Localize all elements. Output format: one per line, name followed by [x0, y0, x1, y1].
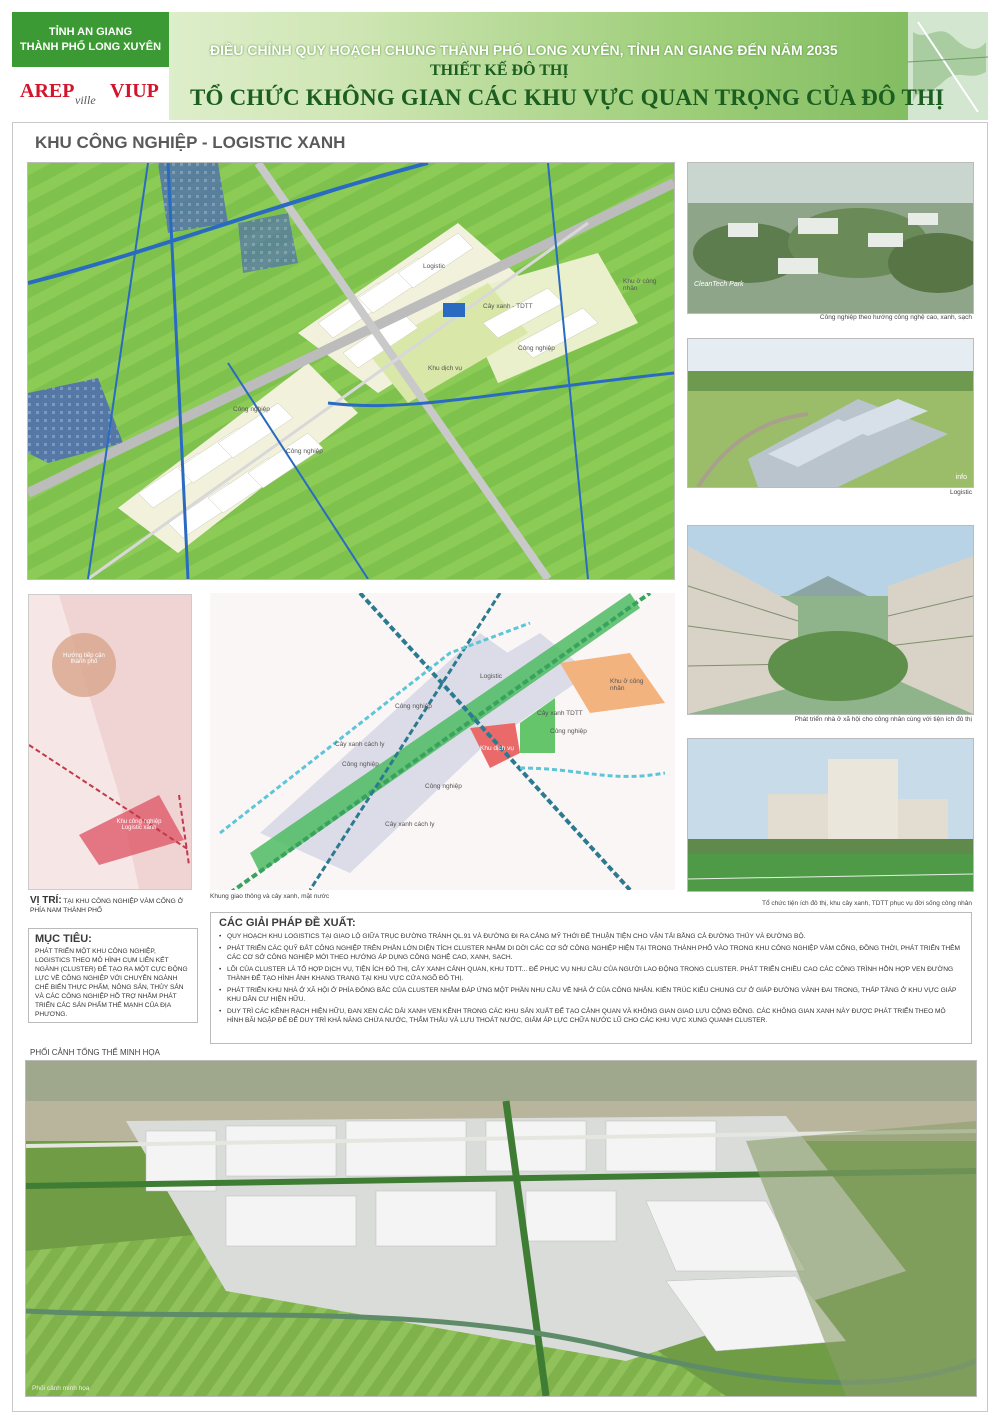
perspective-caption: Phối cảnh minh họa	[32, 1385, 90, 1392]
location-map	[28, 594, 192, 890]
master-plan-map	[27, 162, 675, 580]
location-heading: VỊ TRÍ:	[30, 895, 62, 906]
province-name: TỈNH AN GIANG	[48, 26, 133, 38]
perspective-render	[25, 1060, 977, 1397]
map-label-logistic: Logistic	[423, 263, 446, 270]
diagram-label-industry-4: Công nghiệp	[550, 728, 587, 735]
sheet-category: THIẾT KẾ ĐÔ THỊ	[430, 62, 569, 79]
city-name: THÀNH PHỐ LONG XUYÊN	[19, 41, 162, 53]
objectives-heading: MỤC TIÊU:	[35, 933, 92, 945]
viup-logo: VIUP	[110, 80, 159, 102]
solutions-box	[210, 912, 972, 1044]
map-label-worker-housing: Khu ở công nhân	[623, 278, 657, 292]
solution-item: • DUY TRÌ CÁC KÊNH RẠCH HIỆN HỮU, ĐAN XEN CÁC DẢI XANH VEN KÊNH TRONG CÁC KHU SẢN XUẤT ĐỂ TẠO CẢNH QUAN VÀ KHÔNG GIAN GIAO LƯU CỘNG ĐỒNG. CÁC KHÔNG GIAN XANH NÀY ĐƯỢC PHÁT TRIỂN THEO MÔ HÌNH BÃI NGẬP ĐỂ ĐỂ DUY TRÌ KHẢ NĂNG CHỨA NƯỚC, THẨM THẤU VÀ LƯU THOÁT NƯỚC, GIẢM ÁP LỰC CHỮA NƯỚC LŨ CHO CÁC KHU VỰC XUNG QUANH CLUSTER.	[219, 1007, 963, 1025]
location-text	[30, 896, 198, 915]
photo-caption-3: Phát triển nhà ở xã hội cho công nhân cùng với tiện ích đô thị	[794, 716, 972, 723]
structure-diagram	[210, 593, 675, 890]
photo-social-housing	[687, 525, 974, 715]
objectives-body: PHÁT TRIỂN MỘT KHU CÔNG NGHIỆP, LOGISTICS THEO MÔ HÌNH CỤM LIÊN KẾT NGÀNH (CLUSTER) ĐỂ TẠO RA MỘT CỰC ĐỘNG LỰC VỀ CÔNG NGHIỆP VỚI CHUYÊN NGÀNH CHẾ BIẾN THỰC PHẨM, NÔNG SẢN, THỦY SẢN VÀ CÁC CÔNG NGHIỆP HỖ TRỢ NHẰM PHÁT TRIỂN CÁC SẢN PHẨM THẾ MẠNH CỦA ĐỊA PHƯƠNG.	[35, 948, 188, 1018]
photo-tag-info: info	[955, 474, 967, 481]
diagram-label-industry-3: Công nghiệp	[425, 783, 462, 790]
diagram-label-housing: Khu ở công nhân	[610, 678, 644, 692]
map-label-industry-1: Công nghiệp	[233, 406, 270, 413]
arep-logo: AREP	[20, 80, 75, 102]
photo-logistic	[687, 338, 974, 488]
diagram-label-buffer-2: Cây xanh cách ly	[385, 821, 435, 828]
province-box	[12, 12, 169, 67]
solution-item: • LÕI CỦA CLUSTER LÀ TỔ HỢP DỊCH VỤ, TIỆN ÍCH ĐÔ THỊ, CÂY XANH CẢNH QUAN, KHU TDTT... ĐỂ PHỤC VỤ NHU CẦU CỦA NGƯỜI LAO ĐỘNG TRONG CLUSTER. PHÁT TRIỂN CHIỀU CAO CÁC CÔNG TRÌNH HỖN HỢP VEN ĐƯỜNG THÀNH ĐỂ TẠO HÌNH ẢNH KHANG TRANG TẠI KHU VỰC CỬA NGÕ ĐÔ THỊ.	[219, 965, 963, 983]
solution-item: • QUY HOẠCH KHU LOGISTICS TẠI GIAO LỘ GIỮA TRỤC ĐƯỜNG TRÁNH QL.91 VÀ ĐƯỜNG ĐI RA CẢNG MỸ THỚI ĐỂ THUẬN TIỆN CHO VẬN TẢI BẰNG CẢ ĐƯỜNG THỦY VÀ ĐƯỜNG BỘ.	[219, 932, 963, 941]
diagram-label-services: Khu dịch vụ	[480, 745, 514, 752]
photo-sports-facility	[687, 738, 974, 892]
diagram-label-industry-2: Công nghiệp	[342, 761, 379, 768]
map-label-industry-3: Công nghiệp	[518, 345, 555, 352]
photo-tag-cleantech: CleanTech Park	[694, 281, 744, 288]
photo-caption-4: Tổ chức tiện ích đô thị, khu cây xanh, TDTT phục vụ đời sống công nhân	[762, 900, 972, 907]
location-label-site: Khu công nghiệp Logistic xanh	[116, 819, 162, 831]
section-title: KHU CÔNG NGHIỆP - LOGISTIC XANH	[35, 133, 346, 152]
map-label-services: Khu dịch vụ	[428, 365, 462, 372]
solutions-heading: CÁC GIẢI PHÁP ĐỀ XUẤT:	[219, 917, 356, 929]
ville-logo: ville	[75, 93, 96, 107]
map-label-industry-2: Công nghiệp	[286, 448, 323, 455]
location-body: TẠI KHU CÔNG NGHIỆP VÀM CỐNG Ở PHÍA NAM THÀNH PHỐ	[30, 898, 184, 914]
sheet-title: TỔ CHỨC KHÔNG GIAN CÁC KHU VỰC QUAN TRỌNG CỦA ĐÔ THỊ	[190, 85, 945, 110]
diagram-caption: Khung giao thông và cây xanh, mặt nước	[210, 893, 330, 900]
perspective-title: PHỐI CẢNH TỔNG THỂ MINH HỌA	[30, 1048, 160, 1057]
diagram-label-buffer-1: Cây xanh cách ly	[335, 741, 385, 748]
diagram-label-green-sports: Cây xanh TDTT	[537, 710, 583, 717]
solution-item: • PHÁT TRIỂN CÁC QUỸ ĐẤT CÔNG NGHIỆP TRÊN PHẦN LỚN DIỆN TÍCH CLUSTER NHẰM DI DỜI CÁC CƠ SỞ CÔNG NGHIỆP HIỆN TẠI TRONG THÀNH PHỐ VÀO TRONG KHU CÔNG NGHIỆP VÀM CỐNG, ĐỒNG THỜI, PHÁT TRIỂN THÊM CÁC CƠ SỞ CÔNG NGHIỆP MỚI THEO HƯỚNG ÁP DỤNG CÔNG NGHỆ CAO, XANH, SẠCH.	[219, 944, 963, 962]
project-title: ĐIỀU CHỈNH QUY HOẠCH CHUNG THÀNH PHỐ LONG XUYÊN, TỈNH AN GIANG ĐẾN NĂM 2035	[210, 42, 838, 58]
objectives-box	[28, 928, 198, 1023]
location-label-city: Hướng tiếp cận thành phố	[63, 653, 105, 665]
photo-caption-1: Công nghiệp theo hướng công nghệ cao, xanh, sạch	[819, 314, 972, 321]
photo-cleantech-park	[687, 162, 974, 314]
solution-item: • PHÁT TRIỂN KHU NHÀ Ở XÃ HỘI Ở PHÍA ĐÔNG BẮC CỦA CLUSTER NHẰM ĐÁP ỨNG MỘT PHẦN NHU CẦU VỀ NHÀ Ở CỦA CÔNG NHÂN. KIẾN TRÚC KIỂU CHUNG CƯ Ở GIÁP ĐƯỜNG VÀNH ĐAI TRONG, THẤP TẦNG Ở KHU VỰC GIÁP KHU DÂN CƯ HIỆN HỮU.	[219, 986, 963, 1004]
diagram-label-industry-1: Công nghiệp	[395, 703, 432, 710]
diagram-label-logistic: Logistic	[480, 673, 503, 680]
map-label-green-sports: Cây xanh - TDTT	[483, 303, 533, 310]
photo-caption-2: Logistic	[949, 489, 972, 496]
